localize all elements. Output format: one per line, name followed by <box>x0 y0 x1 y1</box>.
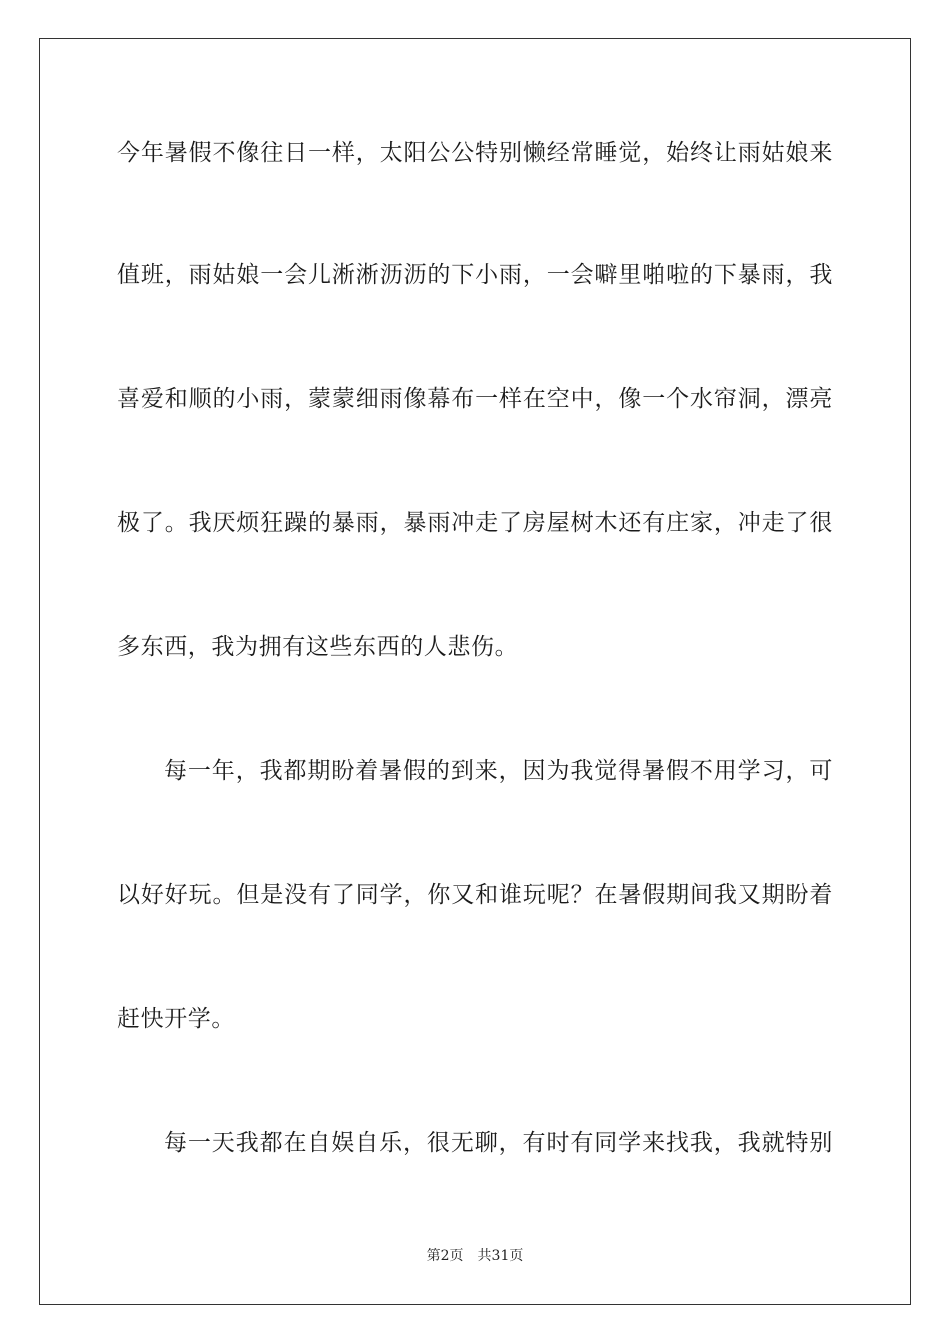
paragraph-line-5: 多东西，我为拥有这些东西的人悲伤。 <box>117 634 519 660</box>
paragraph-line-1: 今年暑假不像往日一样，太阳公公特别懒经常睡觉，始终让雨姑娘来 <box>117 140 833 166</box>
paragraph-line-7: 以好好玩。但是没有了同学，你又和谁玩呢？在暑假期间我又期盼着 <box>117 882 833 908</box>
paragraph-line-8: 赶快开学。 <box>117 1006 235 1032</box>
paragraph-line-3: 喜爱和顺的小雨，蒙蒙细雨像幕布一样在空中，像一个水帘洞，漂亮 <box>117 386 833 412</box>
page-footer <box>0 1247 950 1265</box>
paragraph-line-4: 极了。我厌烦狂躁的暴雨，暴雨冲走了房屋树木还有庄家，冲走了很 <box>117 510 833 536</box>
page-number: 第2页 <box>426 1248 464 1264</box>
page-border <box>39 38 911 1305</box>
paragraph-line-2: 值班，雨姑娘一会儿淅淅沥沥的下小雨，一会噼里啪啦的下暴雨，我 <box>117 262 833 288</box>
paragraph-line-9: 每一天我都在自娱自乐，很无聊，有时有同学来找我，我就特别 <box>164 1130 833 1156</box>
paragraph-line-6: 每一年，我都期盼着暑假的到来，因为我觉得暑假不用学习，可 <box>164 758 833 784</box>
page-total: 共31页 <box>477 1248 524 1264</box>
